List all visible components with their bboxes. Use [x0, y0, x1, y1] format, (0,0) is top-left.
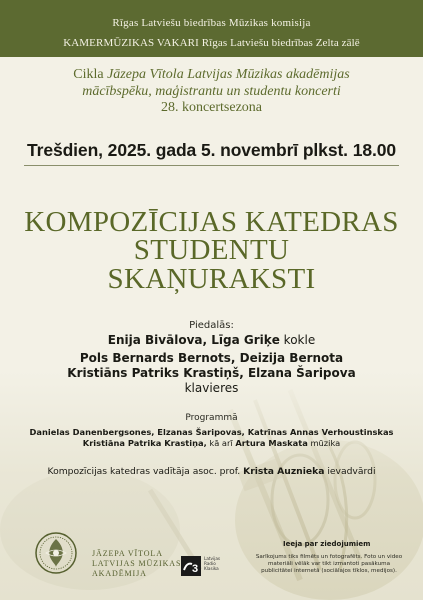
- intro-suffix: ievadvārdi: [324, 466, 376, 477]
- series-italic-1: Jāzepa Vītola Latvijas Mūzikas akadēmijas: [107, 67, 350, 82]
- radio-3-logo-icon: [181, 556, 201, 576]
- program-composer-maskats: Artura Maskata: [235, 438, 308, 448]
- filming-notice: [244, 554, 414, 576]
- program-line-2: [0, 438, 423, 448]
- academy-name-line-1: JĀZEPA VĪTOLA: [92, 549, 163, 558]
- radio-3-line-2: Radio: [204, 561, 216, 566]
- academy-name-line-2: LATVIJAS MŪZIKAS: [92, 559, 182, 568]
- radio-3-number: 3: [192, 563, 199, 575]
- performers-label: Piedalās:: [189, 320, 234, 331]
- header-band: [0, 0, 423, 57]
- performers-piano-instrument: klavieres: [184, 381, 239, 395]
- performers-kokle-names: Enija Bivālova, Līga Griķe: [107, 333, 280, 347]
- filming-notice-line-2: materiāli vēlāk var tikt izmantoti pasākuma: [267, 561, 391, 568]
- academy-seal-icon: [34, 531, 78, 575]
- filming-notice-line-3: publicitātei internetā (sociālajos tīklos, medijos).: [261, 568, 397, 575]
- series-line-2: [0, 84, 423, 100]
- intro-speaker-name: Krista Auznieka: [243, 466, 325, 477]
- header-series-venue: KAMERMŪZIKAS VAKARI Rīgas Latviešu biedrības Zelta zālē: [63, 37, 360, 49]
- performers-kokle-instrument: kokle: [279, 333, 316, 347]
- program-composers-1: Danielas Danenbergsones, Elzanas Šaripovas, Katrīnas Annas Verhoustinskas: [29, 427, 394, 437]
- radio-3-line-3: Klasika: [204, 566, 219, 571]
- intro-text: Kompozīcijas katedras vadītāja asoc. prof.: [47, 466, 244, 477]
- series-italic-2: mācībspēku, maģistrantu un studentu koncerti: [82, 84, 341, 99]
- series-season: 28. koncertsezona: [160, 100, 263, 115]
- divider-line: [24, 165, 399, 166]
- performers-line-1: [0, 333, 423, 347]
- event-date-time: Trešdien, 2025. gada 5. novembrī plkst. 18.00: [26, 140, 396, 160]
- header-organizer: Rīgas Latviešu biedrības Mūzikas komisija: [112, 17, 311, 29]
- program-connector: kā arī: [206, 438, 236, 448]
- program-line-1: [0, 427, 423, 437]
- series-prefix: Cikla: [73, 67, 108, 82]
- performers-piano-names-2: Kristiāns Patriks Krastiņš, Elzana Šaripova: [67, 366, 356, 380]
- radio-3-name: [204, 556, 220, 571]
- performers-piano-names-1: Pols Bernards Bernots, Deizija Bernota: [79, 351, 344, 365]
- radio-3-line-1: Latvijas: [204, 556, 221, 561]
- program-suffix: mūzika: [307, 438, 341, 448]
- program-composer-krastins: Kristiāna Patrika Krastiņa,: [82, 438, 207, 448]
- event-title-line-3: SKAŅURAKSTI: [107, 263, 316, 295]
- entry-info: Ieeja par ziedojumiem: [283, 540, 371, 548]
- event-title-line-1: KOMPOZĪCIJAS KATEDRAS: [24, 206, 399, 238]
- series-line-1: [0, 67, 423, 83]
- filming-notice-line-1: Sarīkojums tiks filmēts un fotografēts. Foto un video: [255, 554, 403, 560]
- intro-line: [0, 466, 423, 477]
- program-label: Programmā: [185, 413, 238, 423]
- performers-line-3: [0, 366, 423, 380]
- academy-name-line-3: AKADĒMIJA: [92, 569, 147, 578]
- performers-line-2: [0, 351, 423, 365]
- event-title-line-2: STUDENTU: [133, 234, 290, 266]
